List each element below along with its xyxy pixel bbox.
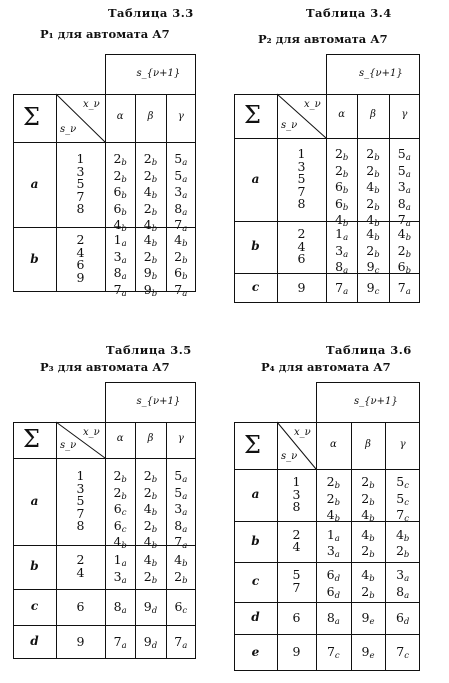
next-state-value: $2_b$: [334, 162, 349, 180]
state-number: 3: [76, 163, 85, 179]
next-state-list-gamma: [385, 646, 420, 663]
group-label: b: [251, 239, 260, 253]
next-state-list-alpha: [326, 279, 357, 299]
next-state-value: $7_c$: [326, 644, 340, 662]
state-number: 7: [76, 188, 85, 204]
next-state-value: $5_a$: [174, 167, 188, 185]
group-divider: [234, 602, 420, 603]
group-label: a: [30, 176, 39, 191]
input-symbol-gamma: γ: [401, 109, 408, 120]
next-state-value: $9_c$: [366, 279, 380, 297]
state-number: 7: [297, 183, 306, 199]
next-state-value: $7_a$: [397, 279, 411, 297]
next-state-list-alpha: [105, 554, 135, 587]
state-list: [277, 476, 316, 514]
next-state-value: $6_b$: [174, 265, 188, 283]
input-axis-label: x_ν: [83, 99, 100, 110]
state-axis-label: s_ν: [60, 124, 77, 135]
next-state-value: $1_a$: [335, 226, 349, 244]
state-number: 5: [292, 567, 301, 583]
input-symbol-gamma: γ: [177, 111, 184, 122]
next-state-value: $9_e$: [361, 644, 375, 662]
next-state-value: $2_b$: [174, 568, 188, 586]
next-state-value: $6_b$: [113, 184, 127, 202]
next-state-value: $1_a$: [113, 552, 127, 570]
next-state-value: $3_a$: [335, 242, 349, 260]
input-axis-label: x_ν: [304, 99, 321, 110]
next-state-value: $6_c$: [174, 598, 188, 616]
next-state-value: $4_b$: [143, 217, 158, 235]
next-state-value: $8_a$: [397, 195, 411, 213]
group-label: b: [30, 251, 39, 266]
state-number: 1: [297, 146, 306, 161]
next-state-value: $3_a$: [174, 501, 188, 519]
group-divider: [234, 562, 420, 563]
header-bottom-line: [234, 138, 420, 139]
next-state-value: $5_a$: [174, 468, 188, 485]
next-state-value: $2_b$: [143, 517, 158, 535]
next-state-value: $5_c$: [396, 474, 410, 492]
state-list: [277, 526, 316, 555]
group-label: d: [30, 634, 39, 648]
next-state-value: $4_b$: [334, 212, 349, 230]
next-state-value: $9_b$: [143, 265, 158, 283]
next-state-value: $4_b$: [113, 534, 127, 552]
state-number: 2: [76, 232, 85, 248]
next-state-list-alpha: [105, 633, 135, 653]
state-number: 7: [76, 505, 85, 521]
state-list: [56, 633, 105, 649]
group-divider: [234, 273, 420, 274]
next-state-value: $2_b$: [326, 490, 341, 508]
group-label: b: [251, 533, 260, 548]
next-state-label: s_{ν+1}: [359, 68, 403, 79]
state-number: 6: [292, 609, 301, 625]
table-subtitle: P₂ для автомата А7: [258, 32, 388, 46]
state-number: 4: [76, 564, 85, 580]
next-state-value: $5_a$: [174, 151, 188, 168]
next-state-value: $6_d$: [326, 583, 341, 601]
next-state-value: $4_b$: [113, 217, 127, 235]
next-state-value: $3_a$: [113, 568, 127, 586]
next-state-value: $2_b$: [334, 146, 349, 163]
next-state-list-alpha: [326, 148, 357, 231]
state-list: [277, 646, 316, 659]
group-label: a: [30, 493, 39, 508]
next-state-list-beta: [351, 569, 386, 602]
next-state-value: $4_b$: [143, 501, 158, 519]
next-state-value: $2_b$: [361, 583, 375, 601]
next-state-value: $6_c$: [113, 517, 127, 535]
input-symbol-beta: β: [147, 111, 154, 122]
next-state-value: $4_b$: [143, 552, 158, 570]
input-symbol-beta: β: [365, 438, 371, 450]
state-axis-label: s_ν: [60, 440, 77, 451]
next-state-list-alpha: [105, 470, 135, 553]
state-number: 4: [292, 539, 301, 555]
sigma-symbol: Σ: [244, 101, 261, 129]
next-state-value: $4_b$: [366, 179, 380, 197]
sigma-symbol: Σ: [244, 430, 261, 459]
state-number: 3: [297, 158, 306, 174]
input-symbol-gamma: γ: [177, 433, 184, 444]
next-state-value: $4_b$: [143, 232, 158, 250]
next-state-value: $7_a$: [174, 633, 188, 651]
next-state-value: $9_b$: [143, 282, 158, 300]
next-state-value: $2_b$: [366, 242, 380, 260]
next-state-value: $2_b$: [143, 248, 158, 266]
state-number: 8: [76, 201, 85, 217]
next-state-list-beta: [357, 228, 388, 278]
next-state-value: $2_b$: [143, 200, 158, 218]
state-list: [277, 148, 326, 211]
next-state-value: $7_a$: [174, 282, 188, 300]
next-state-value: $3_a$: [174, 184, 188, 202]
header-divider: [105, 422, 196, 423]
next-state-value: $6_d$: [326, 567, 341, 585]
state-number: 2: [292, 526, 301, 542]
state-list: [56, 598, 105, 614]
next-state-list-alpha: [316, 476, 351, 526]
next-state-value: $7_c$: [396, 644, 410, 662]
group-divider: [13, 227, 196, 228]
state-number: 1: [76, 468, 85, 483]
next-state-value: $2_b$: [113, 484, 127, 502]
next-state-list-beta: [351, 646, 386, 663]
state-number: 1: [76, 151, 85, 166]
next-state-value: $9_c$: [366, 259, 380, 277]
next-state-list-gamma: [389, 148, 420, 231]
next-state-list-alpha: [316, 526, 351, 562]
next-state-list-alpha: [105, 234, 135, 300]
table-caption: Таблица 3.4: [306, 6, 392, 20]
next-state-value: $2_b$: [113, 468, 127, 485]
next-state-value: $2_b$: [143, 167, 158, 185]
next-state-value: $2_b$: [113, 167, 127, 185]
next-state-value: $8_a$: [174, 200, 188, 218]
group-divider: [234, 521, 420, 522]
next-state-list-beta: [135, 598, 165, 618]
table-caption: Таблица 3.6: [326, 343, 412, 357]
next-state-value: $4_b$: [397, 226, 412, 244]
state-number: 5: [76, 493, 85, 509]
next-state-value: $9_d$: [143, 633, 158, 651]
table-subtitle: P₃ для автомата А7: [40, 360, 170, 374]
next-state-list-alpha: [316, 646, 351, 663]
next-state-value: $4_b$: [361, 567, 375, 585]
state-number: 8: [297, 196, 306, 212]
next-state-value: $6_d$: [395, 609, 410, 627]
next-state-value: $4_b$: [395, 526, 410, 544]
state-axis-label: s_ν: [281, 120, 298, 131]
group-divider: [234, 634, 420, 635]
state-axis-label: s_ν: [281, 451, 298, 462]
table-subtitle: P₄ для автомата А7: [261, 360, 391, 374]
next-state-label: s_{ν+1}: [136, 396, 181, 407]
next-state-list-beta: [357, 148, 388, 231]
state-number: 4: [297, 238, 306, 254]
next-state-value: $7_a$: [174, 534, 188, 552]
next-state-list-beta: [351, 609, 386, 629]
next-state-list-beta: [135, 470, 165, 553]
next-state-value: $7_a$: [397, 212, 411, 230]
next-state-value: $1_a$: [113, 232, 127, 250]
state-number: 9: [297, 279, 306, 295]
state-number: 9: [292, 644, 301, 660]
state-list: [56, 234, 105, 284]
next-state-value: $8_a$: [113, 265, 127, 283]
next-state-list-beta: [357, 279, 388, 299]
group-label: c: [251, 574, 260, 588]
state-list: [277, 279, 326, 295]
group-label: d: [251, 610, 260, 624]
next-state-list-beta: [351, 476, 386, 526]
state-list: [277, 609, 316, 625]
next-state-value: $3_a$: [396, 567, 410, 585]
state-number: 4: [76, 244, 85, 260]
input-symbol-alpha: α: [116, 433, 124, 444]
next-state-value: $5_a$: [397, 146, 411, 163]
next-state-value: $2_b$: [366, 146, 380, 163]
next-state-value: $2_b$: [397, 242, 412, 260]
next-state-value: $4_b$: [326, 507, 341, 525]
input-symbol-alpha: α: [329, 438, 337, 450]
input-symbol-alpha: α: [338, 109, 346, 120]
next-state-value: $2_b$: [113, 151, 127, 168]
next-state-value: $8_a$: [335, 259, 349, 277]
input-axis-label: x_ν: [83, 427, 100, 438]
next-state-value: $2_b$: [143, 151, 158, 168]
next-state-list-beta: [135, 153, 165, 236]
next-state-value: $2_b$: [143, 568, 158, 586]
next-state-value: $4_b$: [366, 212, 380, 230]
next-state-value: $4_b$: [174, 232, 188, 250]
next-state-value: $7_a$: [113, 282, 127, 300]
next-state-value: $2_b$: [361, 474, 375, 492]
next-state-value: $2_b$: [395, 543, 410, 561]
next-state-value: $4_b$: [143, 184, 158, 202]
next-state-list-beta: [135, 554, 165, 587]
group-divider: [13, 589, 196, 590]
next-state-value: $6_b$: [397, 259, 412, 277]
next-state-value: $8_a$: [174, 517, 188, 535]
state-number: 2: [76, 552, 85, 568]
next-state-list-gamma: [385, 526, 420, 562]
next-state-value: $3_a$: [397, 179, 411, 197]
group-label: a: [251, 171, 260, 186]
next-state-value: $2_b$: [174, 248, 188, 266]
next-state-value: $2_b$: [366, 195, 380, 213]
group-label: a: [251, 487, 260, 501]
next-state-value: $6_b$: [113, 200, 127, 218]
group-divider: [13, 545, 196, 546]
next-state-value: $8_a$: [113, 598, 127, 616]
next-state-value: $1_a$: [326, 526, 340, 544]
next-state-value: $4_b$: [143, 534, 158, 552]
group-label: c: [30, 599, 39, 613]
next-state-list-gamma: [166, 554, 196, 587]
next-state-label: s_{ν+1}: [136, 68, 181, 79]
next-state-list-gamma: [166, 153, 196, 236]
sigma-symbol: Σ: [23, 103, 40, 131]
next-state-list-gamma: [166, 598, 196, 618]
group-label: e: [251, 644, 260, 659]
input-symbol-gamma: γ: [399, 438, 406, 450]
next-state-value: $4_b$: [361, 507, 375, 525]
group-label: b: [30, 559, 39, 573]
next-state-value: $6_b$: [334, 179, 349, 197]
next-state-value: $5_c$: [396, 490, 410, 508]
header-divider: [326, 94, 420, 95]
header-divider: [316, 422, 420, 423]
sigma-symbol: Σ: [23, 425, 40, 453]
next-state-value: $2_b$: [143, 484, 158, 502]
state-number: 6: [76, 257, 85, 273]
state-number: 3: [292, 486, 301, 502]
state-list: [277, 228, 326, 266]
input-symbol-beta: β: [370, 109, 376, 120]
input-symbol-alpha: α: [116, 111, 124, 122]
state-number: 9: [76, 633, 85, 649]
next-state-value: $4_b$: [174, 552, 188, 570]
table-caption: Таблица 3.5: [106, 343, 192, 357]
next-state-value: $3_a$: [326, 543, 340, 561]
next-state-value: $2_b$: [361, 543, 375, 561]
next-state-list-beta: [135, 234, 165, 300]
group-label: c: [251, 280, 260, 294]
state-number: 8: [76, 518, 85, 534]
group-divider: [13, 625, 196, 626]
header-divider: [105, 94, 196, 95]
state-list: [56, 554, 105, 579]
next-state-value: $2_b$: [143, 468, 158, 485]
next-state-value: $7_c$: [396, 507, 410, 525]
next-state-list-gamma: [166, 470, 196, 553]
next-state-list-gamma: [389, 228, 420, 278]
next-state-value: $2_b$: [361, 490, 375, 508]
next-state-list-beta: [135, 633, 165, 653]
next-state-list-alpha: [105, 598, 135, 618]
state-number: 5: [76, 176, 85, 192]
next-state-list-alpha: [326, 228, 357, 278]
next-state-list-alpha: [316, 609, 351, 629]
next-state-value: $7_a$: [174, 217, 188, 235]
next-state-list-gamma: [166, 234, 196, 300]
next-state-value: $4_b$: [361, 526, 375, 544]
next-state-list-gamma: [385, 476, 420, 526]
state-number: 8: [292, 499, 301, 515]
state-number: 6: [76, 598, 85, 614]
group-divider: [234, 221, 420, 222]
header-bottom-line: [234, 469, 420, 470]
state-number: 7: [292, 579, 301, 595]
next-state-value: $9_d$: [143, 598, 158, 616]
input-axis-label: x_ν: [294, 427, 311, 438]
next-state-value: $8_a$: [396, 583, 410, 601]
next-state-value: $4_b$: [366, 226, 380, 244]
state-list: [277, 569, 316, 594]
next-state-value: $5_a$: [397, 162, 411, 180]
next-state-value: $5_a$: [174, 484, 188, 502]
state-number: 5: [297, 171, 306, 187]
next-state-value: $9_e$: [361, 609, 375, 627]
next-state-value: $3_a$: [113, 248, 127, 266]
next-state-value: $7_a$: [113, 633, 127, 651]
next-state-value: $8_a$: [326, 609, 340, 627]
next-state-list-gamma: [385, 609, 420, 629]
state-list: [56, 153, 105, 216]
table-subtitle: P₁ для автомата А7: [40, 27, 170, 41]
next-state-label: s_{ν+1}: [354, 396, 398, 407]
next-state-list-gamma: [166, 633, 196, 653]
next-state-list-alpha: [105, 153, 135, 236]
next-state-list-gamma: [385, 569, 420, 602]
next-state-list-alpha: [316, 569, 351, 602]
state-number: 2: [297, 226, 306, 242]
next-state-value: $6_b$: [334, 195, 349, 213]
state-list: [56, 470, 105, 533]
next-state-value: $6_c$: [113, 501, 127, 519]
next-state-value: $2_b$: [366, 162, 380, 180]
state-number: 6: [297, 251, 306, 267]
next-state-value: $7_a$: [335, 279, 349, 297]
input-symbol-beta: β: [147, 433, 154, 444]
next-state-list-beta: [351, 526, 386, 562]
state-number: 9: [76, 270, 85, 286]
table-caption: Таблица 3.3: [108, 6, 194, 20]
next-state-value: $2_b$: [326, 474, 341, 492]
state-number: 3: [76, 480, 85, 496]
next-state-list-gamma: [389, 279, 420, 299]
state-number: 1: [292, 474, 301, 490]
